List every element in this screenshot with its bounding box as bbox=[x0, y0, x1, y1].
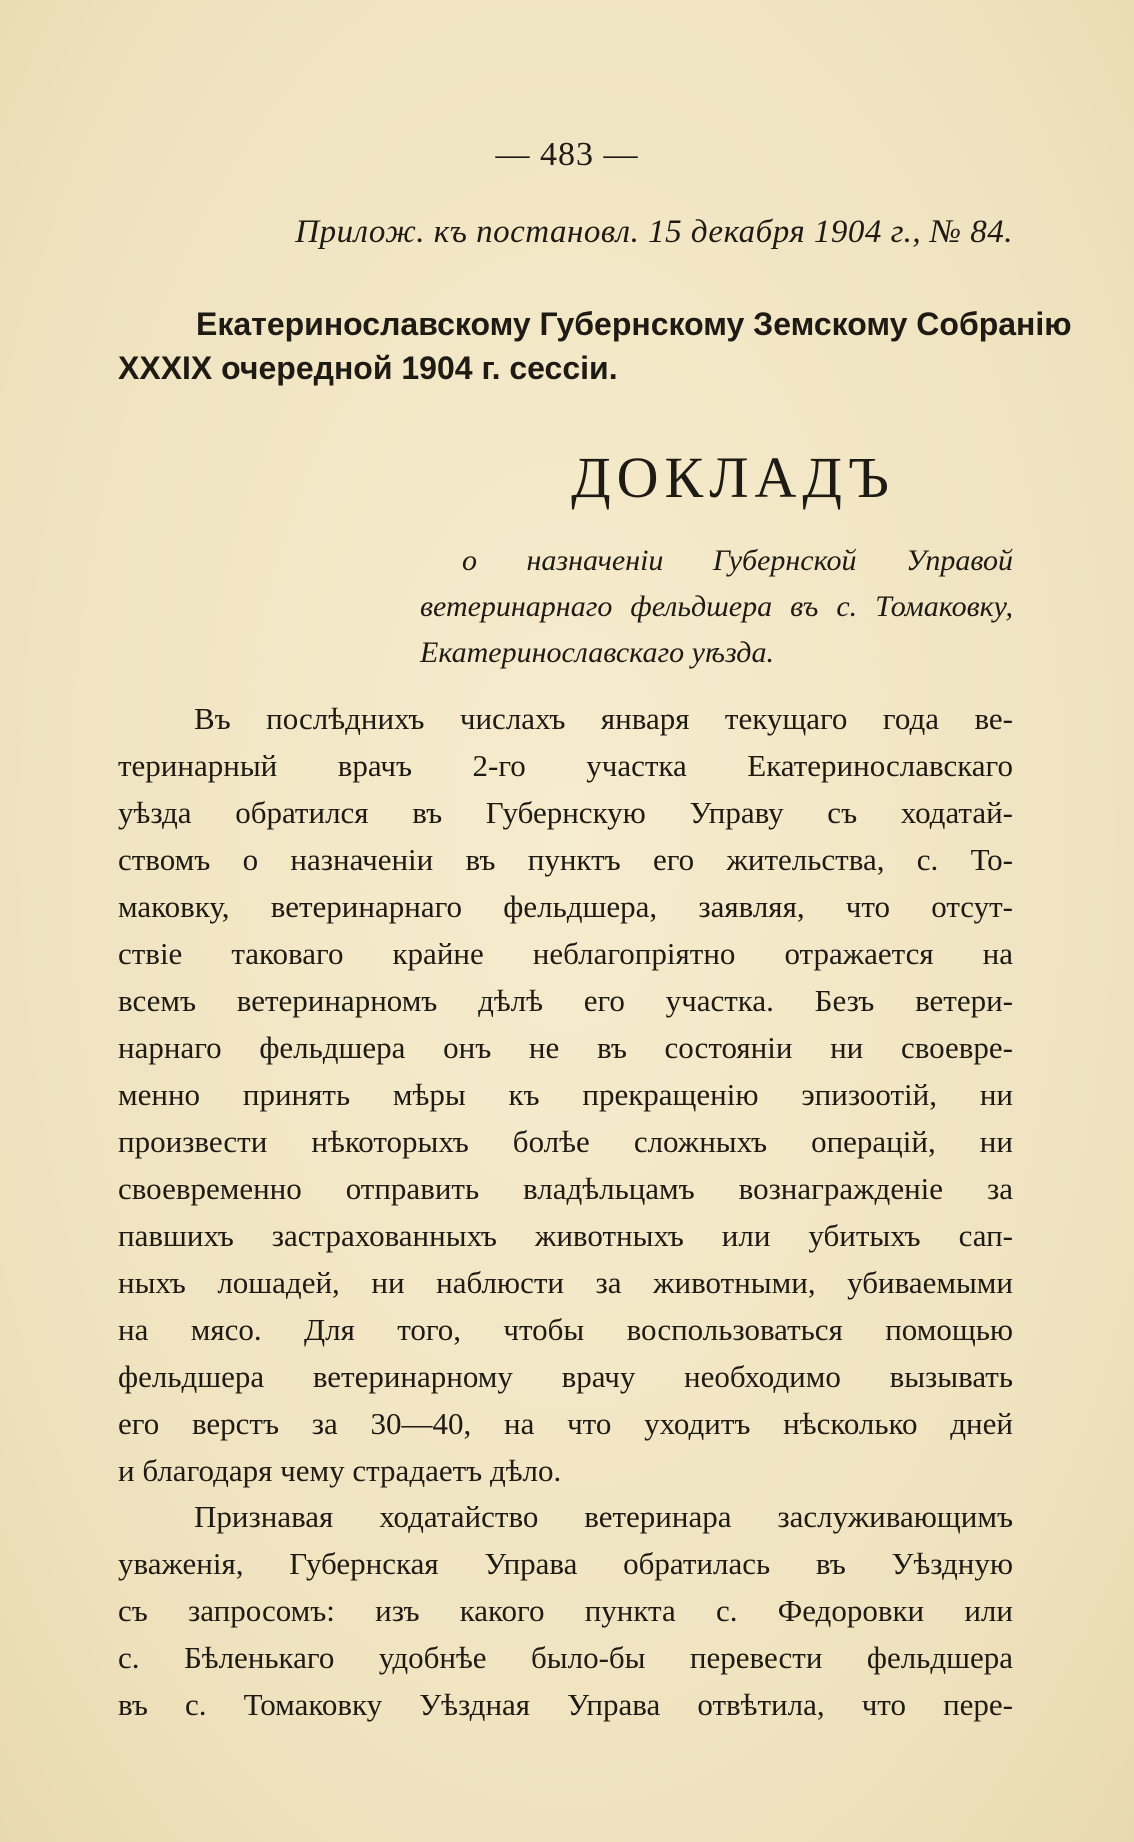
text-line: своевременно отправить владѣльцамъ вознагражденіе за bbox=[118, 1171, 1013, 1206]
paragraph-2 bbox=[118, 1493, 1013, 1728]
text-line: павшихъ застрахованныхъ животныхъ или убитыхъ сап- bbox=[118, 1218, 1013, 1253]
text-line: Признавая ходатайство ветеринара заслуживающимъ bbox=[194, 1499, 1013, 1534]
text-line: съ запросомъ: изъ какого пункта с. Федоровки или bbox=[118, 1593, 1013, 1628]
text-line: уваженія, Губернская Управа обратилась въ Уѣздную bbox=[118, 1546, 1013, 1581]
paragraph-1 bbox=[118, 695, 1013, 1494]
text-line: всемъ ветеринарномъ дѣлѣ его участка. Безъ ветери- bbox=[118, 983, 1013, 1018]
text-line: менно принять мѣры къ прекращенію эпизоотій, ни bbox=[118, 1077, 1013, 1112]
text-line: произвести нѣкоторыхъ болѣе сложныхъ операцій, ни bbox=[118, 1124, 1013, 1159]
text-line: уѣзда обратился въ Губернскую Управу съ ходатай- bbox=[118, 795, 1013, 830]
text-line: ствіе таковаго крайне неблагопріятно отражается на bbox=[118, 936, 1013, 971]
text-line: Въ послѣднихъ числахъ января текущаго года ве- bbox=[194, 701, 1013, 736]
report-title: ДОКЛАДЪ bbox=[571, 445, 895, 510]
text-line: теринарный врачъ 2-го участка Екатеринославскаго bbox=[118, 748, 1013, 783]
text-line: и благодаря чему страдаетъ дѣло. bbox=[118, 1453, 562, 1488]
subtitle-line: о назначеніи Губернской Управой bbox=[462, 544, 1013, 577]
text-line: фельдшера ветеринарному врачу необходимо вызывать bbox=[118, 1359, 1013, 1394]
text-line: ныхъ лошадей, ни наблюсти за животными, убиваемыми bbox=[118, 1265, 1013, 1300]
subtitle-line: Екатеринославскаго уѣзда. bbox=[420, 636, 774, 669]
text-line: въ с. Томаковку Уѣздная Управа отвѣтила, что пере- bbox=[118, 1687, 1013, 1722]
text-line: с. Бѣленькаго удобнѣе было-бы перевести фельдшера bbox=[118, 1640, 1013, 1675]
text-line: нарнаго фельдшера онъ не въ состояніи ни своевре- bbox=[118, 1030, 1013, 1065]
subtitle-line: ветеринарнаго фельдшера въ с. Томаковку, bbox=[420, 590, 1013, 623]
text-line: на мясо. Для того, чтобы воспользоваться помощью bbox=[118, 1312, 1013, 1347]
text-line: его верстъ за 30—40, на что уходитъ нѣсколько дней bbox=[118, 1406, 1013, 1441]
text-line: ствомъ о назначеніи въ пунктъ его жительства, с. То- bbox=[118, 842, 1013, 877]
address-line: Екатеринославскому Губернскому Земскому Собранію bbox=[196, 306, 1072, 342]
text-line: маковку, ветеринарнаго фельдшера, заявляя, что отсут- bbox=[118, 889, 1013, 924]
address-line: XXXIX очередной 1904 г. сессіи. bbox=[118, 350, 618, 386]
page-number: — 483 — bbox=[495, 136, 639, 173]
address-heading bbox=[118, 302, 1072, 390]
report-subtitle bbox=[420, 538, 1013, 676]
appendix-note: Прилож. къ постановл. 15 декабря 1904 г., № 84. bbox=[295, 214, 1013, 250]
